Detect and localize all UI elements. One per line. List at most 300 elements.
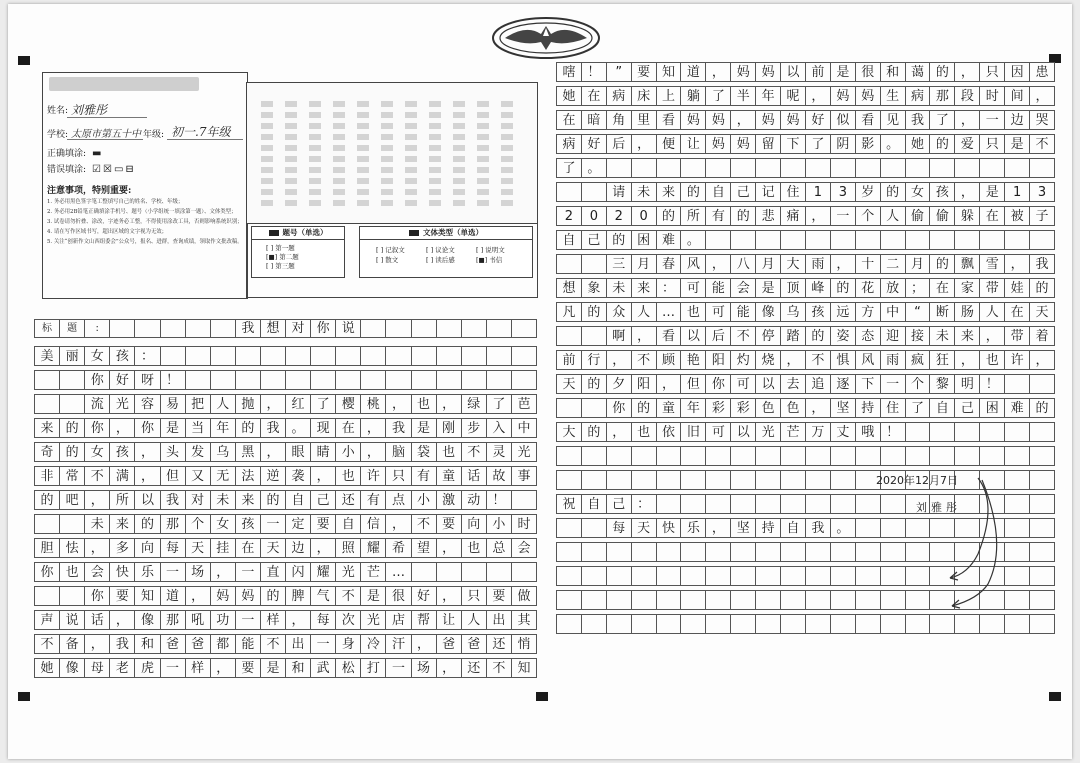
grid-cell: 的: [929, 254, 955, 274]
grid-cell: 三: [606, 254, 632, 274]
grid-cell: 快: [109, 562, 135, 582]
grid-cell: [436, 562, 462, 582]
grid-cell: [755, 230, 781, 250]
grid-cell: [656, 446, 682, 466]
redacted-bubble: [501, 112, 513, 118]
grid-cell: [730, 470, 756, 490]
grid-cell: 自: [780, 518, 806, 538]
grid-cell: 桃: [360, 394, 386, 414]
grid-cell: 许: [360, 466, 386, 486]
grid-cell: [556, 518, 582, 538]
grid-cell: 雨: [880, 350, 906, 370]
redacted-bubble: [309, 145, 321, 151]
grid-cell: [34, 514, 60, 534]
grid-cell: [461, 370, 487, 390]
grid-cell: [631, 614, 657, 634]
grid-cell: 会: [730, 278, 756, 298]
grid-cell: [780, 230, 806, 250]
grid-cell: 女: [84, 442, 110, 462]
grid-cell: 天: [556, 374, 582, 394]
grid-cell: [755, 542, 781, 562]
grid-cell: [705, 446, 731, 466]
grid-cell: 难: [1004, 398, 1030, 418]
grid-cell: 时: [979, 86, 1005, 106]
grid-cell: 一: [160, 562, 186, 582]
grid-cell: [385, 370, 411, 390]
grid-cell: 发: [185, 442, 211, 462]
grid-cell: 坚: [830, 398, 856, 418]
grid-cell: 望: [411, 538, 437, 558]
grid-cell: 自: [581, 494, 607, 514]
redacted-bubble: [453, 101, 465, 107]
grid-cell: 未: [606, 278, 632, 298]
grid-cell: 像: [134, 610, 160, 630]
redacted-bubble: [381, 112, 393, 118]
grid-cell: 时: [511, 514, 537, 534]
grid-cell: 一: [880, 374, 906, 394]
title-cell: [486, 319, 512, 338]
grid-cell: 未: [631, 182, 657, 202]
grid-cell: [34, 394, 60, 414]
grid-cell: [631, 566, 657, 586]
grid-cell: 那: [160, 610, 186, 630]
redacted-bubble: [309, 156, 321, 162]
grid-cell: [755, 446, 781, 466]
grid-cell: 来: [109, 514, 135, 534]
grid-cell: 不: [411, 514, 437, 534]
registration-mark: [18, 56, 30, 65]
redacted-bubble: [429, 145, 441, 151]
grid-cell: 坚: [730, 518, 756, 538]
grid-cell: [511, 562, 537, 582]
name-value: 刘雅彤: [71, 103, 108, 117]
grid-cell: 光: [109, 394, 135, 414]
grid-cell: …: [385, 562, 411, 582]
redacted-bubble: [453, 112, 465, 118]
grid-cell: [1029, 446, 1055, 466]
grid-cell: 小: [335, 442, 361, 462]
redacted-bubble: [453, 156, 465, 162]
grid-cell: 一: [385, 658, 411, 678]
grid-cell: [335, 346, 361, 366]
redacted-bubble: [333, 178, 345, 184]
grid-cell: 声: [34, 610, 60, 630]
grid-cell: 故: [486, 466, 512, 486]
grid-cell: 里: [631, 110, 657, 130]
grid-cell: 芭: [511, 394, 537, 414]
grid-cell: 好: [581, 134, 607, 154]
grid-cell: 了: [486, 394, 512, 414]
genre-option[interactable]: [ ] 议论文: [426, 246, 455, 254]
grid-cell: 嗐: [556, 62, 582, 82]
grid-cell: [755, 470, 781, 490]
grid-cell: 是: [360, 586, 386, 606]
grid-cell: 阳: [705, 350, 731, 370]
wrong-fill-label: 错误填涂: ☑☒▭⊟: [47, 164, 136, 175]
grid-cell: 和: [285, 658, 311, 678]
grid-cell: 流: [84, 394, 110, 414]
grid-cell: [705, 494, 731, 514]
grid-cell: 痛: [780, 206, 806, 226]
redacted-bubble: [453, 178, 465, 184]
grid-cell: 一: [160, 658, 186, 678]
grid-cell: 2: [606, 206, 632, 226]
grid-cell: 。: [880, 134, 906, 154]
grid-cell: [606, 470, 632, 490]
redacted-bubble: [357, 134, 369, 140]
grid-cell: ，: [84, 490, 110, 510]
redacted-bubble: [333, 134, 345, 140]
grid-cell: 每: [310, 610, 336, 630]
grid-cell: [1029, 518, 1055, 538]
grid-cell: [556, 326, 582, 346]
grid-cell: [606, 446, 632, 466]
grid-cell: 耀: [360, 538, 386, 558]
redacted-bubble: [477, 101, 489, 107]
grid-cell: 妈: [780, 110, 806, 130]
grid-cell: 出: [285, 634, 311, 654]
grid-cell: ，: [954, 62, 980, 82]
genre-option[interactable]: [ ] 说明文: [476, 246, 505, 254]
grid-cell: 丈: [830, 422, 856, 442]
redacted-bubble: [381, 101, 393, 107]
grid-cell: 那: [160, 514, 186, 534]
grid-cell: 妈: [755, 62, 781, 82]
grid-cell: 话: [461, 466, 487, 486]
genre-option[interactable]: [ ] 散文: [376, 256, 399, 264]
grid-cell: [730, 446, 756, 466]
grid-cell: 自: [285, 490, 311, 510]
grid-cell: 向: [134, 538, 160, 558]
grid-cell: [556, 254, 582, 274]
grid-cell: 许: [1004, 350, 1030, 370]
grid-cell: “: [905, 302, 931, 322]
grid-cell: ，: [210, 658, 236, 678]
name-label: 姓名:: [47, 106, 69, 116]
grid-cell: ，: [134, 442, 160, 462]
grid-cell: [905, 614, 931, 634]
grid-cell: [705, 470, 731, 490]
grid-cell: 妈: [705, 110, 731, 130]
topic-option-1[interactable]: [ ] 第一题: [266, 244, 295, 252]
grid-cell: 灼: [730, 350, 756, 370]
grid-cell: [880, 230, 906, 250]
grid-cell: 追: [805, 374, 831, 394]
grid-cell: 留: [755, 134, 781, 154]
grid-cell: 0: [581, 206, 607, 226]
grid-cell: 态: [855, 326, 881, 346]
grid-cell: [979, 422, 1005, 442]
grid-cell: 。: [680, 230, 706, 250]
grid-cell: ，: [979, 326, 1005, 346]
redacted-bubble: [333, 101, 345, 107]
redacted-bubble: [405, 123, 417, 129]
grid-cell: ！: [486, 490, 512, 510]
grid-cell: ，: [830, 254, 856, 274]
grid-cell: 上: [656, 86, 682, 106]
grid-cell: [905, 230, 931, 250]
grid-cell: [285, 346, 311, 366]
grid-cell: 肠: [954, 302, 980, 322]
grid-cell: 逐: [830, 374, 856, 394]
redacted-bubble: [285, 134, 297, 140]
redacted-bubble: [261, 189, 273, 195]
grid-cell: 爱: [954, 134, 980, 154]
grid-cell: 哦: [855, 422, 881, 442]
grid-cell: 彩: [705, 398, 731, 418]
grid-cell: 的: [680, 182, 706, 202]
grid-cell: 怯: [59, 538, 85, 558]
grid-cell: 岁: [855, 182, 881, 202]
grid-cell: [1004, 230, 1030, 250]
grid-cell: [855, 542, 881, 562]
grid-cell: 万: [805, 422, 831, 442]
grid-cell: [556, 182, 582, 202]
genre-option[interactable]: [■] 书信: [476, 256, 503, 264]
grid-cell: [581, 542, 607, 562]
grid-cell: 好: [411, 586, 437, 606]
grid-cell: 事: [511, 466, 537, 486]
redacted-bubble: [381, 200, 393, 206]
grid-cell: 在: [929, 278, 955, 298]
grid-cell: 动: [461, 490, 487, 510]
grid-cell: 也: [335, 466, 361, 486]
grid-cell: 常: [59, 466, 85, 486]
grid-cell: 胆: [34, 538, 60, 558]
grid-cell: 停: [755, 326, 781, 346]
grid-cell: [185, 346, 211, 366]
grid-cell: 爸: [160, 634, 186, 654]
grid-cell: 闪: [285, 562, 311, 582]
grid-cell: [805, 230, 831, 250]
grid-cell: 我: [109, 634, 135, 654]
grid-cell: 会: [84, 562, 110, 582]
grid-cell: [680, 158, 706, 178]
grid-cell: 出: [486, 610, 512, 630]
school-label: 学校:: [47, 130, 69, 140]
grid-cell: 的: [260, 586, 286, 606]
grid-cell: 家: [954, 278, 980, 298]
grid-cell: 抛: [235, 394, 261, 414]
title-cell: [109, 319, 135, 338]
redacted-bubble: [381, 189, 393, 195]
grid-cell: 风: [855, 350, 881, 370]
grid-cell: [411, 346, 437, 366]
redacted-bubble: [285, 145, 297, 151]
grid-cell: ；: [905, 278, 931, 298]
grid-cell: 绿: [461, 394, 487, 414]
grid-cell: [581, 614, 607, 634]
redacted-bubble: [453, 167, 465, 173]
grid-cell: 色: [780, 398, 806, 418]
redacted-bubble: [381, 145, 393, 151]
grid-cell: 身: [335, 634, 361, 654]
redacted-bubble: [261, 101, 273, 107]
redacted-bubble: [501, 156, 513, 162]
grid-cell: 场: [185, 562, 211, 582]
grid-cell: 困: [631, 230, 657, 250]
grid-cell: 睛: [310, 442, 336, 462]
grid-cell: [905, 158, 931, 178]
grid-cell: 那: [929, 86, 955, 106]
grid-cell: [385, 346, 411, 366]
grid-cell: 了: [310, 394, 336, 414]
topic-option-3[interactable]: [ ] 第三题: [266, 262, 295, 270]
grid-cell: 。: [830, 518, 856, 538]
grid-cell: 凡: [556, 302, 582, 322]
grid-cell: [436, 370, 462, 390]
grid-cell: 的: [730, 206, 756, 226]
grid-cell: [581, 398, 607, 418]
grid-cell: 的: [1029, 398, 1055, 418]
grid-cell: 3: [1029, 182, 1055, 202]
redacted-bubble: [501, 200, 513, 206]
grid-cell: ，: [1029, 86, 1055, 106]
grid-cell: 易: [160, 394, 186, 414]
grid-cell: 红: [285, 394, 311, 414]
grid-cell: 花: [855, 278, 881, 298]
grid-cell: ，: [656, 374, 682, 394]
wrong-fill-samples-icon: ☑☒▭⊟: [92, 164, 136, 175]
grid-cell: 小: [411, 490, 437, 510]
grid-cell: [880, 542, 906, 562]
grid-cell: [929, 446, 955, 466]
grid-cell: 妈: [210, 586, 236, 606]
grid-cell: [1029, 422, 1055, 442]
genre-option[interactable]: [ ] 记叙文: [376, 246, 405, 254]
grid-cell: 带: [979, 278, 1005, 298]
grid-cell: [680, 494, 706, 514]
grid-cell: 乌: [210, 442, 236, 462]
redacted-bubble: [261, 156, 273, 162]
grid-cell: 妈: [755, 110, 781, 130]
redacted-bubble: [453, 123, 465, 129]
grid-cell: 接: [905, 326, 931, 346]
grid-cell: [979, 158, 1005, 178]
grid-cell: [631, 446, 657, 466]
grid-cell: 自: [335, 514, 361, 534]
grid-cell: [631, 158, 657, 178]
grid-cell: 一: [260, 514, 286, 534]
redacted-bubble: [357, 178, 369, 184]
genre-option[interactable]: [ ] 读后感: [426, 256, 455, 264]
grid-cell: 又: [185, 466, 211, 486]
grid-cell: 当: [185, 418, 211, 438]
grid-cell: 还: [335, 490, 361, 510]
grid-cell: ，: [606, 350, 632, 370]
grid-cell: 孩: [109, 346, 135, 366]
grid-cell: 童: [656, 398, 682, 418]
grid-cell: 下: [780, 134, 806, 154]
grid-cell: [680, 590, 706, 610]
grid-cell: 来: [656, 182, 682, 202]
grid-cell: 未: [929, 326, 955, 346]
grid-cell: [1029, 590, 1055, 610]
grid-cell: [905, 518, 931, 538]
redacted-bubble: [405, 156, 417, 162]
redacted-bubble: [381, 156, 393, 162]
redacted-bubble: [429, 156, 441, 162]
grid-cell: [511, 370, 537, 390]
redacted-bubble: [429, 200, 441, 206]
grid-cell: 以: [730, 422, 756, 442]
grid-cell: [1004, 494, 1030, 514]
redacted-bubble: [357, 156, 369, 162]
grid-cell: 一: [979, 110, 1005, 130]
grid-cell: 己: [581, 230, 607, 250]
grid-cell: 的: [59, 418, 85, 438]
grid-cell: 因: [1004, 62, 1030, 82]
grid-cell: [1004, 422, 1030, 442]
grid-cell: [335, 370, 361, 390]
topic-option-2[interactable]: [■] 第二题: [266, 253, 299, 261]
grid-cell: ，: [730, 110, 756, 130]
grid-cell: 阳: [631, 374, 657, 394]
grid-cell: 其: [511, 610, 537, 630]
grid-cell: 来: [34, 418, 60, 438]
grid-cell: 要: [235, 658, 261, 678]
grid-cell: 子: [1029, 206, 1055, 226]
grid-cell: [1029, 470, 1055, 490]
grid-cell: [730, 542, 756, 562]
grid-cell: 可: [680, 278, 706, 298]
title-cell: 我: [235, 319, 261, 338]
grid-cell: 顾: [656, 350, 682, 370]
grid-cell: 后: [606, 134, 632, 154]
grid-cell: 大: [556, 422, 582, 442]
redacted-bubble: [285, 178, 297, 184]
grid-cell: [780, 494, 806, 514]
grid-cell: ，: [436, 538, 462, 558]
grid-cell: 夕: [606, 374, 632, 394]
grid-cell: 知: [134, 586, 160, 606]
grid-cell: 袭: [285, 466, 311, 486]
grid-cell: [1004, 590, 1030, 610]
grid-cell: [461, 346, 487, 366]
grid-cell: 病: [606, 86, 632, 106]
grid-cell: [805, 590, 831, 610]
grid-cell: 姿: [830, 326, 856, 346]
grid-cell: 呢: [780, 86, 806, 106]
grid-cell: [780, 590, 806, 610]
grid-cell: [830, 590, 856, 610]
grid-cell: 要: [436, 514, 462, 534]
grid-cell: [805, 614, 831, 634]
grid-cell: 光: [755, 422, 781, 442]
redacted-bubble: [405, 200, 417, 206]
redacted-bubble: [285, 101, 297, 107]
redacted-bubble: [261, 145, 273, 151]
grid-cell: 远: [830, 302, 856, 322]
redacted-bubble: [333, 156, 345, 162]
grid-cell: 样: [260, 610, 286, 630]
grid-cell: 也: [631, 422, 657, 442]
grid-cell: 病: [556, 134, 582, 154]
grid-cell: ，: [954, 350, 980, 370]
grid-cell: 乐: [680, 518, 706, 538]
redacted-bubble: [381, 167, 393, 173]
grid-cell: [185, 370, 211, 390]
grid-cell: 照: [335, 538, 361, 558]
grid-cell: 自: [705, 182, 731, 202]
grid-cell: 每: [160, 538, 186, 558]
grid-cell: [954, 422, 980, 442]
grid-cell: 被: [1004, 206, 1030, 226]
grid-cell: 悲: [755, 206, 781, 226]
grid-cell: 年: [210, 418, 236, 438]
grid-cell: [581, 590, 607, 610]
grid-cell: [160, 346, 186, 366]
